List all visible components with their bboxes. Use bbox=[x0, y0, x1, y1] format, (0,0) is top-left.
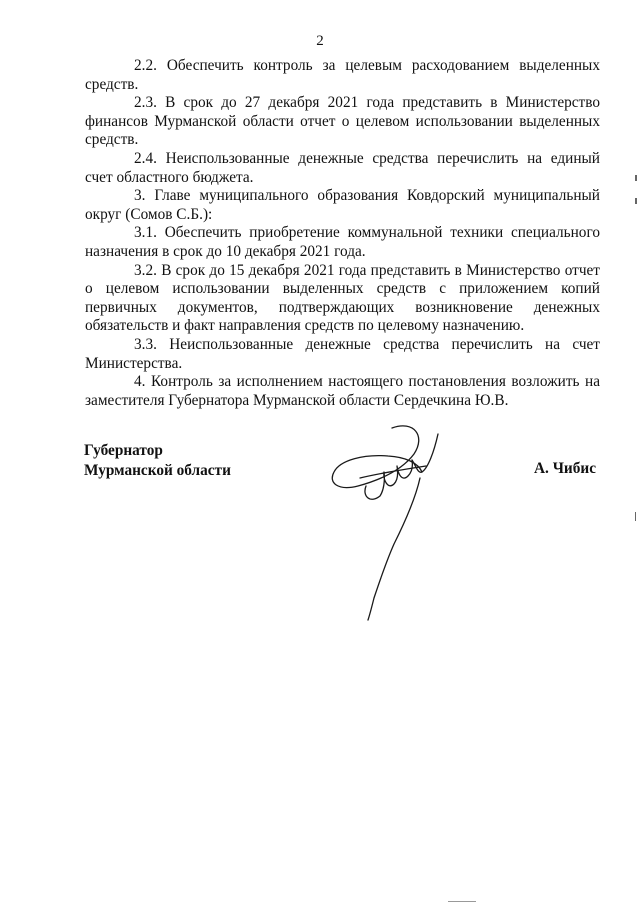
paragraph-2-3: 2.3. В срок до 27 декабря 2021 года представить в Министерство финансов Мурманской области отчет о целевом использовании выделенных средств. bbox=[85, 94, 600, 149]
bottom-line bbox=[448, 901, 476, 902]
paragraph-3-3: 3.3. Неиспользованные денежные средства перечислить на счет Министерства. bbox=[85, 335, 600, 372]
paragraph-2-2: 2.2. Обеспечить контроль за целевым расходованием выделенных средств. bbox=[85, 57, 600, 93]
signer-title-line1: Губернатор bbox=[84, 442, 163, 459]
page-number: 2 bbox=[316, 33, 324, 49]
paragraph-2-4: 2.4. Неиспользованные денежные средства перечислить на единый счет областного бюджета. bbox=[85, 149, 600, 186]
edge-mark-middle bbox=[635, 512, 636, 521]
paragraph-3-1: 3.1. Обеспечить приобретение коммунальной техники специального назначения в срок до 10 декабря 2021 года. bbox=[85, 224, 600, 260]
signer-name: А. Чибис bbox=[534, 460, 596, 477]
signer-title-line2: Мурманской области bbox=[84, 462, 231, 479]
paragraph-3-2: 3.2. В срок до 15 декабря 2021 года представить в Министерство отчет о целевом использовании выделенных средств с приложением копий первичных документов, подтверждающих возникновение денежных обязательств и факт направления средств по целевому назначению. bbox=[85, 261, 600, 335]
edge-mark-top-2 bbox=[635, 198, 637, 204]
paragraph-3: 3. Главе муниципального образования Ковдорский муниципальный округ (Сомов С.Б.): bbox=[85, 187, 600, 223]
handwritten-signature bbox=[322, 420, 482, 630]
paragraph-4: 4. Контроль за исполнением настоящего постановления возложить на заместителя Губернатора Мурманской области Сердечкина Ю.В. bbox=[85, 373, 600, 409]
edge-mark-top bbox=[635, 175, 637, 181]
document-body bbox=[85, 57, 600, 410]
